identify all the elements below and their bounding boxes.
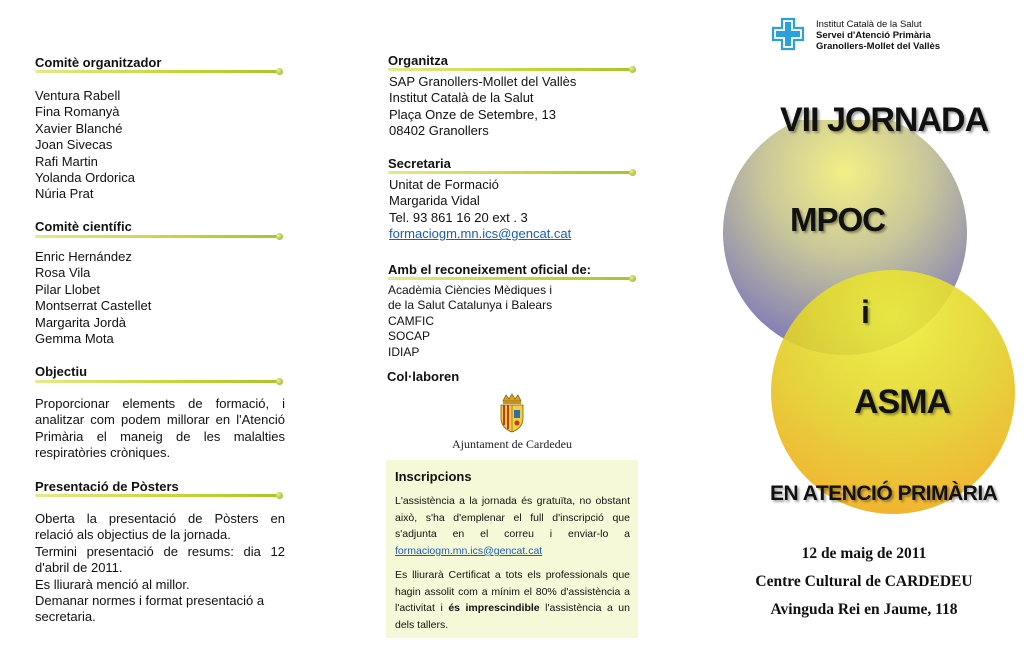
member-name: Núria Prat bbox=[35, 186, 94, 202]
posters-text bbox=[35, 511, 285, 626]
comite-organitzador-list bbox=[35, 88, 135, 203]
logo-line: Institut Català de la Salut bbox=[816, 19, 922, 30]
bullet-dot bbox=[629, 275, 636, 282]
inscripcions-paragraph-2 bbox=[395, 567, 630, 633]
title-asma: ASMA bbox=[854, 383, 951, 421]
bullet-dot bbox=[629, 169, 636, 176]
address-line: Plaça Onze de Setembre, 13 bbox=[389, 106, 556, 122]
logo-line: Granollers-Mollet del Vallès bbox=[816, 41, 941, 52]
subtitle-atencio-primaria: EN ATENCIÓ PRIMÀRIA bbox=[770, 482, 998, 505]
health-cross-icon bbox=[771, 17, 805, 51]
bullet-dot bbox=[629, 66, 636, 73]
heading-underline bbox=[35, 70, 279, 73]
heading-comite-organitzador: Comitè organitzador bbox=[35, 55, 162, 70]
contact-line: Margarida Vidal bbox=[389, 193, 480, 209]
heading-presentacio-posters: Presentació de Pòsters bbox=[35, 479, 179, 494]
secretaria-email-link[interactable]: formaciogm.mn.ics@gencat.cat bbox=[389, 226, 572, 242]
heading-secretaria: Secretaria bbox=[388, 156, 451, 171]
member-name: Enric Hernández bbox=[35, 249, 132, 264]
inscripcions-paragraph-1 bbox=[395, 493, 630, 559]
institution-line: Acadèmia Ciències Mèdiques i bbox=[388, 283, 553, 297]
inscripcions-text: l'assistència a un dels tallers. bbox=[395, 602, 630, 631]
logo-line: Servei d'Atenció Primària bbox=[816, 30, 931, 41]
member-name: Margarita Jordà bbox=[35, 314, 127, 330]
cardedeu-coat-of-arms-icon bbox=[494, 392, 530, 434]
objectiu-text: Proporcionar elements de formació, i analitzar com podem millorar en l'Atenció Primària el maneig de les malalties respiratòries cròniques. bbox=[35, 396, 285, 461]
reconeixement-list bbox=[388, 283, 552, 360]
bullet-dot bbox=[276, 492, 283, 499]
member-name: Ventura Rabell bbox=[35, 88, 121, 103]
inscripcions-text: L'assistència a la jornada és gratuïta, no obstant això, s'ha d'emplenar el full d'inscripció que s'adjunta en el correu i enviar-lo a bbox=[395, 495, 630, 541]
posters-line: Oberta la presentació de Pòsters en relació als objectius de la jornada. bbox=[35, 511, 285, 543]
heading-objectiu: Objectiu bbox=[35, 364, 88, 379]
member-name: Gemma Mota bbox=[35, 331, 114, 347]
member-name: Rosa Vila bbox=[35, 265, 91, 281]
organitza-address bbox=[389, 74, 576, 140]
institution-line: IDIAP bbox=[388, 344, 420, 359]
inscripcions-email-link[interactable]: formaciogm.mn.ics@gencat.cat bbox=[395, 544, 543, 557]
address-line: 08402 Granollers bbox=[389, 123, 489, 139]
title-jornada: VII JORNADA bbox=[780, 101, 989, 139]
decorative-circles bbox=[715, 120, 1023, 520]
member-name: Fina Romanyà bbox=[35, 104, 120, 120]
institution-line: CAMFIC bbox=[388, 313, 434, 328]
member-name: Yolanda Ordorica bbox=[35, 170, 135, 186]
title-i: i bbox=[861, 294, 869, 330]
institution-line: SOCAP bbox=[388, 329, 431, 344]
heading-reconeixement: Amb el reconeixement oficial de: bbox=[388, 262, 592, 277]
posters-line: Es lliurarà menció al millor. bbox=[35, 576, 190, 592]
bullet-dot bbox=[276, 233, 283, 240]
heading-underline bbox=[35, 235, 279, 238]
heading-underline bbox=[388, 171, 632, 174]
heading-underline bbox=[35, 494, 279, 497]
heading-comite-cientific: Comitè científic bbox=[35, 219, 132, 234]
member-name: Montserrat Castellet bbox=[35, 298, 152, 314]
inscripcions-box bbox=[386, 460, 638, 638]
heading-underline bbox=[388, 277, 632, 280]
contact-line: Tel. 93 861 16 20 ext . 3 bbox=[389, 209, 528, 225]
inscripcions-text: Es lliurarà Certificat a tots els professionals que hagin assolit com a mínim el 80% d'assistència a l'activitat i bbox=[395, 569, 630, 615]
heading-inscripcions: Inscripcions bbox=[395, 469, 472, 484]
heading-underline bbox=[35, 380, 279, 383]
event-date: 12 de maig de 2011 bbox=[801, 545, 927, 562]
bullet-dot bbox=[276, 378, 283, 385]
institution-line: de la Salut Catalunya i Balears bbox=[388, 298, 553, 313]
posters-line: Demanar normes i format presentació a secretaria. bbox=[35, 593, 265, 625]
comite-cientific-list bbox=[35, 249, 151, 347]
inscripcions-emphasis: és imprescindible bbox=[448, 602, 540, 615]
event-address: Avinguda Rei en Jaume, 118 bbox=[770, 601, 958, 618]
posters-line: Termini presentació de resums: dia 12 d'abril de 2011. bbox=[35, 543, 285, 576]
heading-organitza: Organitza bbox=[388, 53, 448, 68]
bullet-dot bbox=[276, 68, 283, 75]
address-line: Institut Català de la Salut bbox=[389, 90, 534, 106]
sponsor-name: Ajuntament de Cardedeu bbox=[452, 437, 572, 451]
address-line: SAP Granollers-Mollet del Vallès bbox=[389, 74, 577, 89]
ics-logo-text bbox=[816, 19, 940, 52]
title-mpoc: MPOC bbox=[790, 201, 885, 238]
heading-collaboren: Col·laboren bbox=[387, 369, 460, 384]
event-venue: Centre Cultural de CARDEDEU bbox=[755, 573, 973, 590]
contact-line: Unitat de Formació bbox=[389, 177, 499, 192]
member-name: Xavier Blanché bbox=[35, 120, 123, 136]
member-name: Pilar Llobet bbox=[35, 281, 101, 297]
member-name: Joan Sivecas bbox=[35, 137, 113, 153]
secretaria-contact bbox=[389, 177, 571, 243]
heading-underline bbox=[388, 68, 632, 71]
member-name: Rafi Martin bbox=[35, 153, 98, 169]
